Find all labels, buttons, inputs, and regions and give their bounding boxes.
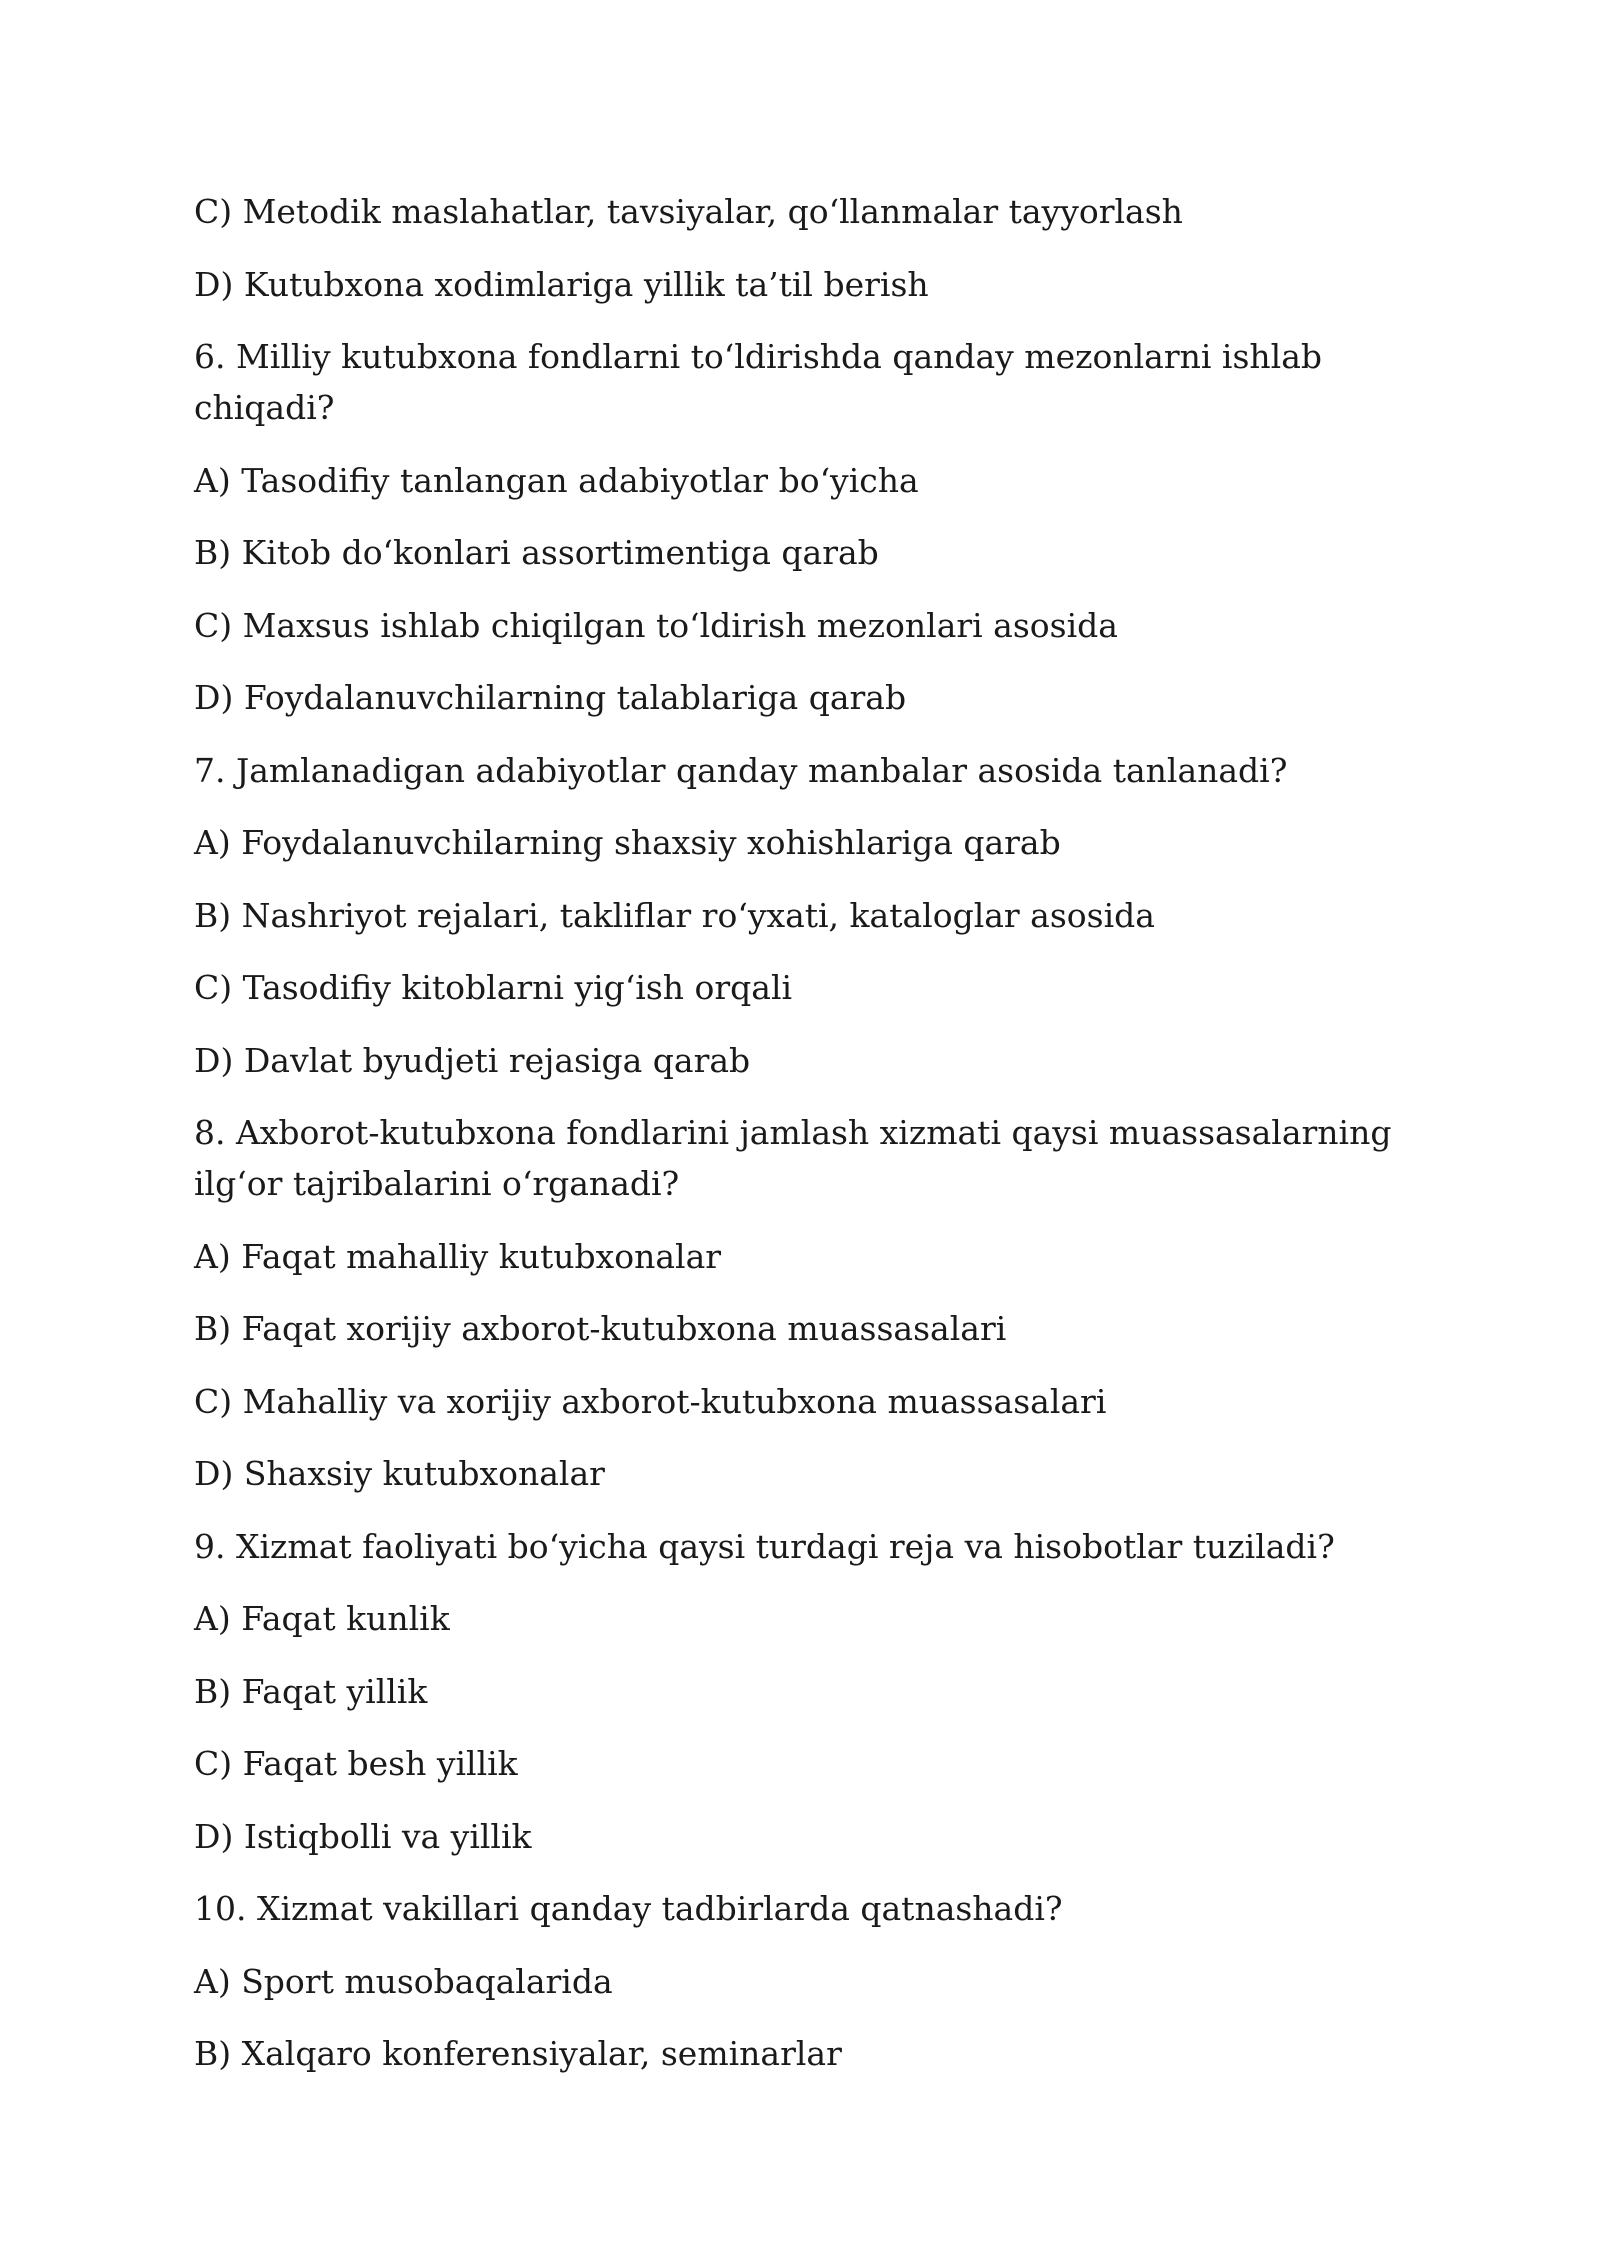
answer-option: D) Kutubxona xodimlariga yillik ta’til berish <box>194 264 929 304</box>
question-6: 6. Milliy kutubxona fondlarni to‘ldirishda qanday mezonlarni ishlab chiqadi? <box>194 337 1323 427</box>
question-10: 10. Xizmat vakillari qanday tadbirlarda qatnashadi? <box>194 1889 1063 1928</box>
answer-option: A) Faqat mahalliy kutubxonalar <box>194 1236 722 1276</box>
answer-option: C) Mahalliy va xorijiy axborot-kutubxona muassasalari <box>194 1381 1107 1421</box>
answer-option: C) Metodik maslahatlar, tavsiyalar, qo‘llanmalar tayyorlash <box>194 192 1183 231</box>
question-9: 9. Xizmat faoliyati bo‘yicha qaysi turdagi reja va hisobotlar tuziladi? <box>194 1526 1335 1566</box>
answer-option: C) Maxsus ishlab chiqilgan to‘ldirish mezonlari asosida <box>194 605 1118 645</box>
answer-option: A) Foydalanuvchilarning shaxsiy xohishlariga qarab <box>194 823 1061 862</box>
answer-option: B) Faqat yillik <box>194 1671 428 1711</box>
document-body <box>194 186 1424 2101</box>
answer-option: B) Xalqaro konferensiyalar, seminarlar <box>194 2034 842 2073</box>
answer-option: C) Tasodifiy kitoblarni yig‘ish orqali <box>194 968 793 1007</box>
answer-option: B) Kitob do‘konlari assortimentiga qarab <box>194 533 879 572</box>
answer-option: D) Shaxsiy kutubxonalar <box>194 1454 605 1493</box>
answer-option: C) Faqat besh yillik <box>194 1744 518 1783</box>
question-8: 8. Axborot-kutubxona fondlarini jamlash xizmati qaysi muassasalarning ilg‘or tajribalarini o‘rganadi? <box>194 1113 1392 1203</box>
question-7: 7. Jamlanadigan adabiyotlar qanday manbalar asosida tanlanadi? <box>194 750 1288 790</box>
answer-option: A) Faqat kunlik <box>194 1599 450 1638</box>
answer-option: A) Sport musobaqalarida <box>194 1961 613 2001</box>
answer-option: B) Faqat xorijiy axborot-kutubxona muassasalari <box>194 1309 1007 1348</box>
answer-option: A) Tasodifiy tanlangan adabiyotlar bo‘yicha <box>194 460 919 500</box>
answer-option: D) Davlat byudjeti rejasiga qarab <box>194 1040 751 1080</box>
answer-option: D) Foydalanuvchilarning talablariga qarab <box>194 678 907 717</box>
answer-option: D) Istiqbolli va yillik <box>194 1816 532 1856</box>
answer-option: B) Nashriyot rejalari, takliflar ro‘yxati, kataloglar asosida <box>194 895 1155 935</box>
